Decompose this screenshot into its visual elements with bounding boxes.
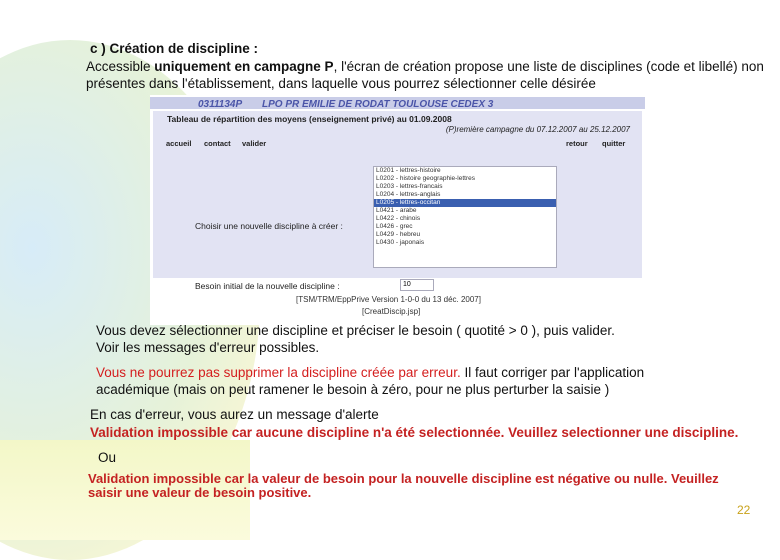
need-input[interactable]: 10 <box>400 279 434 291</box>
discipline-listbox[interactable] <box>373 166 557 268</box>
instruction-line-2: Voir les messages d'erreur possibles. <box>96 340 320 355</box>
discipline-option[interactable]: L0429 - hebreu <box>376 231 421 238</box>
file-text: [CreatDiscip.jsp] <box>362 307 421 316</box>
app-screenshot <box>150 95 645 325</box>
panel-subtitle: (P)remière campagne du 07.12.2007 au 25.12.2007 <box>445 125 630 134</box>
discipline-option[interactable]: L0201 - lettres-histoire <box>376 167 441 174</box>
warning-line-2: académique (mais on peut ramener le besoin à zéro, pour ne plus perturber la saisie ) <box>96 382 610 397</box>
discipline-option[interactable]: L0203 - lettres-francais <box>376 183 443 190</box>
etab-code: 0311134P <box>198 99 243 110</box>
etab-header-bar <box>150 97 645 109</box>
menu-valider[interactable]: valider <box>242 139 267 148</box>
or-text: Ou <box>98 450 117 465</box>
panel-title: Tableau de répartition des moyens (enseignement privé) au 01.09.2008 <box>167 114 452 124</box>
warning-line-1: Vous ne pourrez pas supprimer la discipline créée par erreur. Il faut corriger par l'application <box>96 365 645 380</box>
discipline-option[interactable]: L0202 - histoire geographie-lettres <box>376 175 476 182</box>
error-message-1: Validation impossible car aucune discipline n'a été selectionnée. Veuillez selectionner une discipline. <box>90 425 739 440</box>
menu-contact[interactable]: contact <box>204 139 231 148</box>
slide-title: c ) Création de discipline : <box>90 41 259 56</box>
menu-retour[interactable]: retour <box>566 139 588 148</box>
instruction-line-1: Vous devez sélectionner une discipline et préciser le besoin ( quotité > 0 ), puis valider. <box>96 323 615 338</box>
page-number: 22 <box>737 503 751 517</box>
menu-quitter[interactable]: quitter <box>602 139 626 148</box>
need-label: Besoin initial de la nouvelle discipline : <box>195 281 340 291</box>
error-message-2: Validation impossible car la valeur de besoin pour la nouvelle discipline est négative ou nulle. Veuillez saisir une valeur de besoin positive. <box>88 471 719 500</box>
discipline-option[interactable]: L0430 - japonais <box>376 239 425 246</box>
alert-intro: En cas d'erreur, vous aurez un message d'alerte <box>90 407 379 422</box>
discipline-option[interactable]: L0422 - chinois <box>376 215 421 222</box>
version-text: [TSM/TRM/EppPrive Version 1-0-0 du 13 déc. 2007] <box>296 295 481 304</box>
main-panel <box>153 111 642 291</box>
discipline-option[interactable]: L0204 - lettres-anglais <box>376 191 441 198</box>
intro-paragraph: Accessible uniquement en campagne P, l'écran de création propose une liste de disciplines (code et libellé) non présentes dans l'établissement, dans laquelle vous pourrez sélectionner celle désirée <box>86 59 764 91</box>
discipline-option[interactable]: L0426 - grec <box>376 223 413 230</box>
etab-name: LPO PR EMILIE DE RODAT TOULOUSE CEDEX 3 <box>262 99 494 110</box>
menu-accueil[interactable]: accueil <box>166 139 192 148</box>
discipline-option[interactable]: L0205 - lettres-occitan <box>374 199 556 207</box>
choose-discipline-label: Choisir une nouvelle discipline à créer : <box>195 221 343 231</box>
discipline-option[interactable]: L0421 - arabe <box>376 207 417 214</box>
top-menu <box>163 139 639 149</box>
